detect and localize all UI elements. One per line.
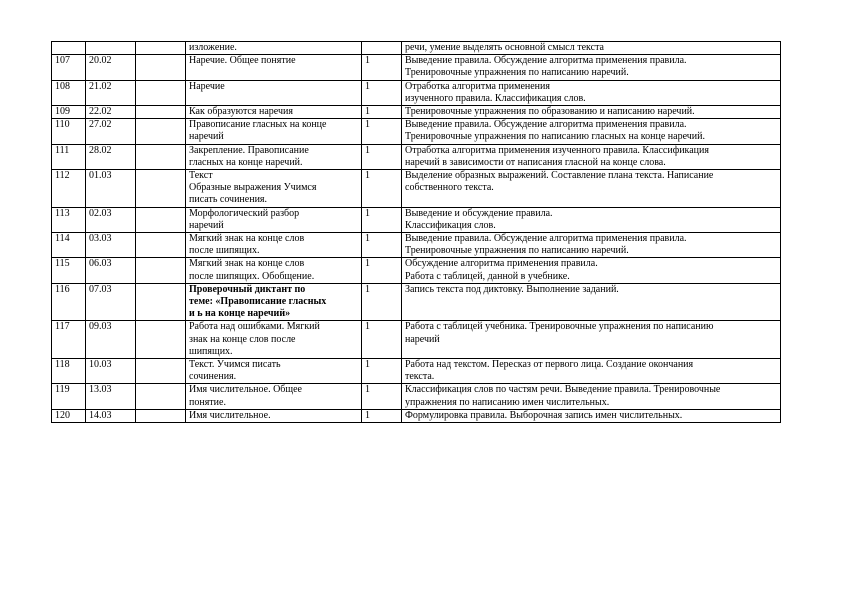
hours-cell: 1 <box>362 170 402 208</box>
table-row <box>52 207 781 232</box>
lesson-date-cell: 20.02 <box>86 55 136 80</box>
activity-line: Выделение образных выражений. Составление плана текста. Написание <box>405 170 714 182</box>
hours-cell: 1 <box>362 207 402 232</box>
topic-line: теме: «Правописание гласных <box>189 296 327 308</box>
activity-line: Обсуждение алгоритма применения правила. <box>405 258 598 270</box>
activities-cell <box>402 321 781 359</box>
hours-cell: 1 <box>362 106 402 119</box>
activity-line: Выведение правила. Обсуждение алгоритма применения правила. <box>405 55 687 67</box>
hours-cell: 1 <box>362 409 402 422</box>
table-row <box>52 106 781 119</box>
lesson-number-cell: 113 <box>52 207 86 232</box>
topic-line: Текст. Учимся писать <box>189 359 281 371</box>
lesson-topic-cell <box>186 144 362 169</box>
hours-cell: 1 <box>362 258 402 283</box>
table-row <box>52 42 781 55</box>
topic-line: и ь на конце наречий» <box>189 308 291 320</box>
empty-date-cell <box>136 359 186 384</box>
lesson-number-cell: 108 <box>52 80 86 105</box>
table-row <box>52 384 781 409</box>
hours-cell: 1 <box>362 359 402 384</box>
hours-cell <box>362 42 402 55</box>
hours-cell: 1 <box>362 233 402 258</box>
lesson-number-cell: 111 <box>52 144 86 169</box>
lesson-date-cell: 06.03 <box>86 258 136 283</box>
empty-date-cell <box>136 55 186 80</box>
hours-cell: 1 <box>362 384 402 409</box>
table-row <box>52 170 781 208</box>
topic-line: Мягкий знак на конце слов <box>189 233 305 245</box>
activity-line: упражнения по написанию имен числительных. <box>405 396 610 408</box>
activity-line: текста. <box>405 371 435 383</box>
activity-line: собственного текста. <box>405 182 494 194</box>
activities-cell <box>402 207 781 232</box>
activities-cell <box>402 233 781 258</box>
empty-date-cell <box>136 42 186 55</box>
lesson-number-cell: 112 <box>52 170 86 208</box>
topic-line: Текст <box>189 170 213 182</box>
lesson-date-cell: 03.03 <box>86 233 136 258</box>
lesson-date-cell <box>86 42 136 55</box>
table-row <box>52 258 781 283</box>
topic-line: шипящих. <box>189 345 233 357</box>
empty-date-cell <box>136 283 186 321</box>
empty-date-cell <box>136 258 186 283</box>
lesson-date-cell: 09.03 <box>86 321 136 359</box>
topic-line: писать сочинения. <box>189 194 268 206</box>
activities-cell <box>402 409 781 422</box>
lesson-topic-cell <box>186 233 362 258</box>
topic-line: Имя числительное. <box>189 409 271 421</box>
lesson-date-cell: 02.03 <box>86 207 136 232</box>
activity-line: наречий в зависимости от написания гласной на конце слова. <box>405 156 666 168</box>
lesson-plan-table <box>51 41 781 423</box>
activities-cell <box>402 106 781 119</box>
topic-line: Работа над ошибками. Мягкий <box>189 321 320 333</box>
activity-line: Тренировочные упражнения по написанию наречий. <box>405 245 629 257</box>
topic-line: Образные выражения Учимся <box>189 182 317 194</box>
activities-cell <box>402 283 781 321</box>
lesson-number-cell: 107 <box>52 55 86 80</box>
lesson-topic-cell <box>186 170 362 208</box>
empty-date-cell <box>136 80 186 105</box>
activities-cell <box>402 55 781 80</box>
lesson-topic-cell <box>186 106 362 119</box>
activity-line: Запись текста под диктовку. Выполнение заданий. <box>405 283 619 295</box>
lesson-plan-body <box>52 42 781 423</box>
lesson-number-cell <box>52 42 86 55</box>
lesson-date-cell: 10.03 <box>86 359 136 384</box>
topic-line: гласных на конце наречий. <box>189 156 303 168</box>
table-row <box>52 80 781 105</box>
topic-line: Проверочный диктант по <box>189 283 306 295</box>
topic-line: Правописание гласных на конце <box>189 119 327 131</box>
activities-cell <box>402 170 781 208</box>
empty-date-cell <box>136 409 186 422</box>
empty-date-cell <box>136 119 186 144</box>
topic-line: после шипящих. Обобщение. <box>189 270 315 282</box>
lesson-number-cell: 110 <box>52 119 86 144</box>
activity-line: Классификация слов по частям речи. Выведение правила. Тренировочные <box>405 384 721 396</box>
lesson-topic-cell <box>186 359 362 384</box>
activity-line: Классификация слов. <box>405 219 496 231</box>
lesson-number-cell: 118 <box>52 359 86 384</box>
empty-date-cell <box>136 233 186 258</box>
lesson-topic-cell <box>186 321 362 359</box>
lesson-date-cell: 22.02 <box>86 106 136 119</box>
hours-cell: 1 <box>362 283 402 321</box>
activity-line: Тренировочные упражнения по образованию и написанию наречий. <box>405 106 695 118</box>
activity-line: Тренировочные упражнения по написанию гласных на конце наречий. <box>405 131 706 143</box>
hours-cell: 1 <box>362 80 402 105</box>
lesson-number-cell: 119 <box>52 384 86 409</box>
topic-line: Имя числительное. Общее <box>189 384 302 396</box>
activity-line: Работа над текстом. Пересказ от первого лица. Создание окончания <box>405 359 694 371</box>
lesson-date-cell: 07.03 <box>86 283 136 321</box>
empty-date-cell <box>136 106 186 119</box>
hours-cell: 1 <box>362 55 402 80</box>
activity-line: Формулировка правила. Выборочная запись имен числительных. <box>405 409 683 421</box>
topic-line: после шипящих. <box>189 245 260 257</box>
lesson-topic-cell <box>186 409 362 422</box>
topic-line: сочинения. <box>189 371 237 383</box>
activity-line: Выведение правила. Обсуждение алгоритма применения правила. <box>405 233 687 245</box>
table-row <box>52 144 781 169</box>
empty-date-cell <box>136 170 186 208</box>
hours-cell: 1 <box>362 144 402 169</box>
lesson-topic-cell <box>186 207 362 232</box>
activity-line: наречий <box>405 333 440 345</box>
lesson-topic-cell <box>186 283 362 321</box>
lesson-date-cell: 01.03 <box>86 170 136 208</box>
lesson-number-cell: 117 <box>52 321 86 359</box>
table-row <box>52 283 781 321</box>
topic-line: понятие. <box>189 396 226 408</box>
lesson-date-cell: 13.03 <box>86 384 136 409</box>
activity-line: Тренировочные упражнения по написанию наречий. <box>405 67 629 79</box>
activities-cell <box>402 144 781 169</box>
topic-line: Закрепление. Правописание <box>189 144 309 156</box>
table-row <box>52 119 781 144</box>
table-row <box>52 359 781 384</box>
activity-line: Отработка алгоритма применения <box>405 80 550 92</box>
hours-cell: 1 <box>362 119 402 144</box>
lesson-number-cell: 115 <box>52 258 86 283</box>
lesson-topic-cell <box>186 119 362 144</box>
activities-cell <box>402 80 781 105</box>
activity-line: Работа с таблицей, данной в учебнике. <box>405 270 570 282</box>
lesson-date-cell: 27.02 <box>86 119 136 144</box>
lesson-date-cell: 21.02 <box>86 80 136 105</box>
activity-line: речи, умение выделять основной смысл текста <box>405 42 604 53</box>
topic-line: Наречие. Общее понятие <box>189 55 296 67</box>
lesson-number-cell: 109 <box>52 106 86 119</box>
table-row <box>52 233 781 258</box>
empty-date-cell <box>136 321 186 359</box>
activity-line: Выведение и обсуждение правила. <box>405 207 553 219</box>
table-row <box>52 321 781 359</box>
activity-line: Работа с таблицей учебника. Тренировочные упражнения по написанию <box>405 321 714 333</box>
activity-line: изученного правила. Классификация слов. <box>405 92 586 104</box>
topic-line: знак на конце слов после <box>189 333 296 345</box>
table-row <box>52 55 781 80</box>
lesson-date-cell: 14.03 <box>86 409 136 422</box>
empty-date-cell <box>136 207 186 232</box>
lesson-topic-cell <box>186 258 362 283</box>
topic-line: Мягкий знак на конце слов <box>189 258 305 270</box>
lesson-number-cell: 116 <box>52 283 86 321</box>
lesson-topic-cell <box>186 80 362 105</box>
lesson-number-cell: 114 <box>52 233 86 258</box>
topic-line: наречий <box>189 219 224 231</box>
empty-date-cell <box>136 144 186 169</box>
lesson-topic-cell <box>186 42 362 55</box>
activity-line: Выведение правила. Обсуждение алгоритма применения правила. <box>405 119 687 131</box>
lesson-date-cell: 28.02 <box>86 144 136 169</box>
lesson-topic-cell <box>186 55 362 80</box>
lesson-number-cell: 120 <box>52 409 86 422</box>
activities-cell <box>402 42 781 55</box>
hours-cell: 1 <box>362 321 402 359</box>
topic-line: изложение. <box>189 42 237 53</box>
activities-cell <box>402 119 781 144</box>
activities-cell <box>402 258 781 283</box>
activity-line: Отработка алгоритма применения изученного правила. Классификация <box>405 144 709 156</box>
activities-cell <box>402 384 781 409</box>
lesson-topic-cell <box>186 384 362 409</box>
activities-cell <box>402 359 781 384</box>
table-row <box>52 409 781 422</box>
topic-line: наречий <box>189 131 224 143</box>
topic-line: Как образуются наречия <box>189 106 293 118</box>
empty-date-cell <box>136 384 186 409</box>
topic-line: Морфологический разбор <box>189 207 300 219</box>
topic-line: Наречие <box>189 80 225 92</box>
